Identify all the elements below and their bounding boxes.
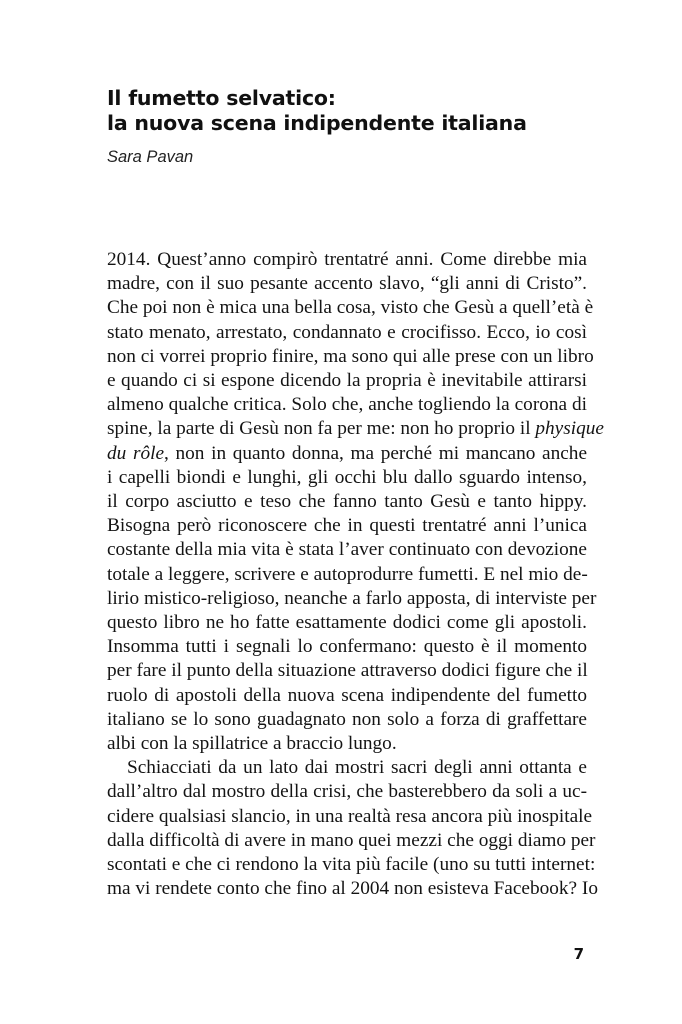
text-line: dalla difficoltà di avere in mano quei mezzi che oggi diamo per (107, 829, 596, 851)
text-line: ruolo di apostoli della nuova scena indipendente del fumetto (107, 684, 587, 706)
text-line: il corpo asciutto e teso che fanno tanto Gesù e tanto hippy. (107, 491, 587, 513)
text-line: stato menato, arrestato, condannato e crocifisso. Ecco, io così (107, 321, 587, 343)
text-line: Bisogna però riconoscere che in questi trentatré anni l’unica (107, 515, 587, 537)
text-line: italiano se lo sono guadagnato non solo a forza di graffettare (107, 708, 587, 730)
text-line: albi con la spillatrice a braccio lungo. (107, 733, 397, 755)
text-line (107, 442, 587, 466)
text-line: madre, con il suo pesante accento slavo, “gli anni di Cristo”. (107, 273, 587, 295)
author-name: Sara Pavan (107, 148, 194, 166)
text-line: Che poi non è mica una bella cosa, visto che Gesù a quell’età è (107, 297, 594, 319)
text-line: Schiacciati da un lato dai mostri sacri degli anni ottanta e (127, 757, 587, 779)
chapter-title-line-2: la nuova scena indipendente italiana (107, 111, 527, 135)
text-line: almeno qualche critica. Solo che, anche togliendo la corona di (107, 394, 587, 416)
italic-phrase: physique (535, 418, 604, 440)
text-line: costante della mia vita è stata l’aver continuato con devozione (107, 539, 587, 561)
page-number: 7 (573, 945, 584, 963)
text-line: dall’altro dal mostro della crisi, che basterebbero da soli a uc- (107, 781, 587, 803)
text-line: 2014. Quest’anno compirò trentatré anni. Come direbbe mia (107, 249, 587, 270)
text-line: non ci vorrei proprio finire, ma sono qui alle prese con un libro (107, 345, 594, 367)
text-line: cidere qualsiasi slancio, in una realtà resa ancora più inospitale (107, 805, 593, 827)
chapter-title (107, 86, 527, 136)
text-line: i capelli biondi e lunghi, gli occhi blu dallo sguardo intenso, (107, 466, 587, 488)
italic-phrase: du rôle (107, 442, 165, 464)
text-line: ma vi rendete conto che fino al 2004 non esisteva Facebook? Io (107, 878, 598, 900)
text-segment: , non in quanto donna, ma perché mi mancano anche (164, 442, 587, 464)
text-line: scontati e che ci rendono la vita più facile (uno su tutti internet: (107, 854, 596, 876)
text-line (107, 417, 604, 441)
chapter-title-line-1: Il fumetto selvatico: (107, 86, 336, 110)
text-line: lirio mistico-religioso, neanche a farlo apposta, di interviste per (107, 587, 597, 609)
text-line: totale a leggere, scrivere e autoprodurre fumetti. E nel mio de- (107, 563, 588, 585)
text-line: Insomma tutti i segnali lo confermano: questo è il momento (107, 636, 587, 658)
text-line: per fare il punto della situazione attraverso dodici figure che il (107, 660, 588, 682)
body-text (107, 248, 604, 901)
text-segment: spine, la parte di Gesù non fa per me: non ho proprio il (107, 418, 536, 440)
text-line: e quando ci si espone dicendo la propria è inevitabile attirarsi (107, 370, 587, 392)
text-line: questo libro ne ho fatte esattamente dodici come gli apostoli. (107, 612, 587, 634)
